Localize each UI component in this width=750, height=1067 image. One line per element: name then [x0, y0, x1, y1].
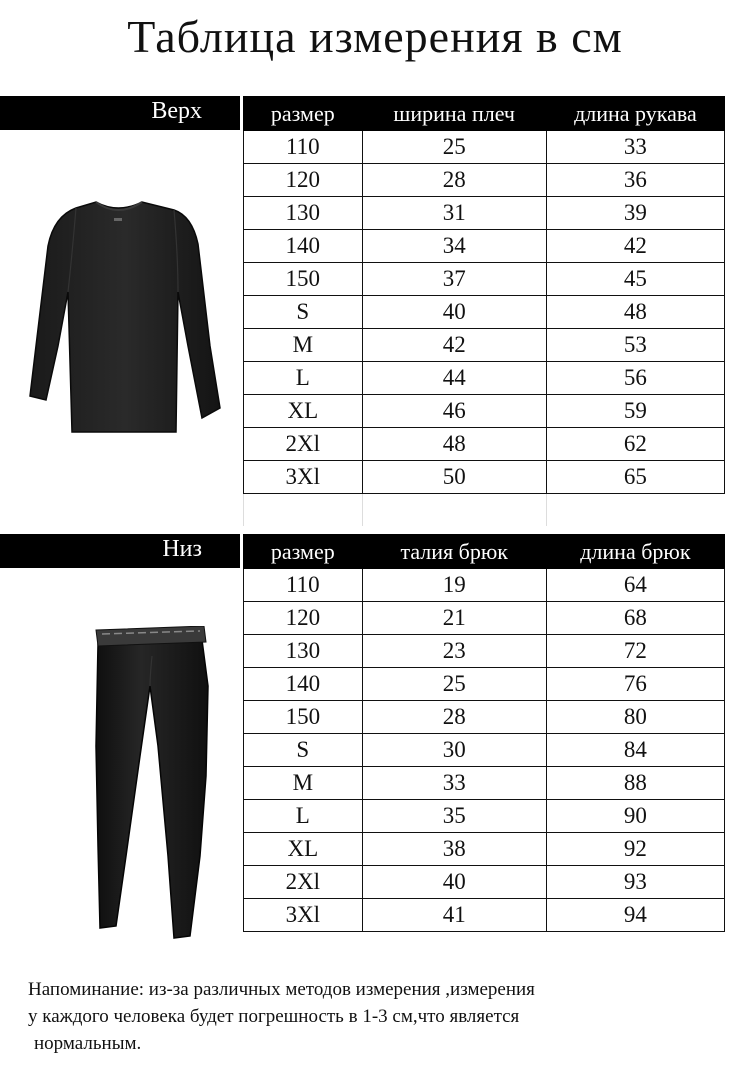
length-cell: 88 [546, 767, 724, 800]
measure-cell: 31 [362, 197, 546, 230]
size-cell: 2Xl [244, 428, 363, 461]
size-cell: L [244, 362, 363, 395]
length-cell: 68 [546, 602, 724, 635]
size-cell: 3Xl [244, 461, 363, 494]
table-row [244, 362, 725, 395]
measure-cell: 33 [362, 767, 546, 800]
note-line-3: нормальным. [34, 1033, 142, 1054]
table-row [244, 866, 725, 899]
measure-cell: 23 [362, 635, 546, 668]
note-line-2: у каждого человека будет погрешность в 1-3 см,что является [28, 1006, 520, 1027]
size-cell: 130 [244, 635, 363, 668]
measure-cell: 41 [362, 899, 546, 932]
length-cell: 84 [546, 734, 724, 767]
length-cell: 80 [546, 701, 724, 734]
column-header-size: размер [244, 535, 363, 569]
size-cell: 150 [244, 263, 363, 296]
size-cell: 140 [244, 668, 363, 701]
measure-cell: 19 [362, 569, 546, 602]
size-cell: XL [244, 833, 363, 866]
table-row [244, 569, 725, 602]
length-cell: 72 [546, 635, 724, 668]
size-cell: S [244, 296, 363, 329]
table-row [244, 263, 725, 296]
table-row [244, 131, 725, 164]
table-row [244, 701, 725, 734]
length-cell: 90 [546, 800, 724, 833]
size-cell: 2Xl [244, 866, 363, 899]
table-row [244, 395, 725, 428]
column-header-shoulder-width: ширина плеч [362, 97, 546, 131]
size-cell: 120 [244, 164, 363, 197]
length-cell: 93 [546, 866, 724, 899]
length-cell: 64 [546, 569, 724, 602]
length-cell: 42 [546, 230, 724, 263]
length-cell: 62 [546, 428, 724, 461]
column-header-size: размер [244, 97, 363, 131]
length-cell: 33 [546, 131, 724, 164]
length-cell: 39 [546, 197, 724, 230]
measure-cell: 25 [362, 131, 546, 164]
spacer-cell [362, 494, 546, 527]
measure-cell: 48 [362, 428, 546, 461]
measure-cell: 50 [362, 461, 546, 494]
bottom-size-table [243, 534, 725, 932]
length-cell: 92 [546, 833, 724, 866]
measure-cell: 34 [362, 230, 546, 263]
table-row [244, 899, 725, 932]
size-cell: 110 [244, 131, 363, 164]
measure-cell: 30 [362, 734, 546, 767]
column-header-sleeve-length: длина рукава [546, 97, 724, 131]
measurement-note [28, 976, 728, 1057]
spacer-cell [546, 494, 724, 527]
measure-cell: 46 [362, 395, 546, 428]
measure-cell: 35 [362, 800, 546, 833]
length-cell: 53 [546, 329, 724, 362]
length-cell: 65 [546, 461, 724, 494]
length-cell: 94 [546, 899, 724, 932]
page-title: Таблица измерения в см [127, 11, 623, 62]
size-cell: 140 [244, 230, 363, 263]
table-row [244, 668, 725, 701]
size-cell: 120 [244, 602, 363, 635]
table-row [244, 767, 725, 800]
measure-cell: 40 [362, 296, 546, 329]
note-line-1: Напоминание: из-за различных методов измерения ,измерения [28, 979, 535, 1000]
table-row [244, 800, 725, 833]
section-label-top: Верх [0, 96, 240, 130]
column-header-pants-length: длина брюк [546, 535, 724, 569]
table-row [244, 461, 725, 494]
table-row [244, 602, 725, 635]
measure-cell: 21 [362, 602, 546, 635]
length-cell: 59 [546, 395, 724, 428]
size-cell: 3Xl [244, 899, 363, 932]
compression-leggings-icon [82, 626, 222, 946]
table-row [244, 296, 725, 329]
table-row [244, 329, 725, 362]
length-cell: 76 [546, 668, 724, 701]
size-cell: 130 [244, 197, 363, 230]
column-header-waist: талия брюк [362, 535, 546, 569]
table-spacer-row [244, 494, 725, 527]
size-cell: M [244, 329, 363, 362]
measure-cell: 38 [362, 833, 546, 866]
measure-cell: 28 [362, 701, 546, 734]
size-cell: L [244, 800, 363, 833]
measure-cell: 25 [362, 668, 546, 701]
measure-cell: 28 [362, 164, 546, 197]
table-row [244, 635, 725, 668]
size-cell: M [244, 767, 363, 800]
size-cell: S [244, 734, 363, 767]
table-row [244, 734, 725, 767]
table-row [244, 197, 725, 230]
length-cell: 48 [546, 296, 724, 329]
length-cell: 36 [546, 164, 724, 197]
length-cell: 56 [546, 362, 724, 395]
measure-cell: 44 [362, 362, 546, 395]
table-header-row [244, 97, 725, 131]
size-cell: 110 [244, 569, 363, 602]
table-row [244, 833, 725, 866]
table-row [244, 428, 725, 461]
measure-cell: 42 [362, 329, 546, 362]
section-label-bottom: Низ [0, 534, 240, 568]
top-size-table [243, 96, 725, 526]
table-header-row [244, 535, 725, 569]
length-cell: 45 [546, 263, 724, 296]
measure-cell: 40 [362, 866, 546, 899]
size-cell: XL [244, 395, 363, 428]
size-cell: 150 [244, 701, 363, 734]
measure-cell: 37 [362, 263, 546, 296]
table-row [244, 164, 725, 197]
long-sleeve-shirt-icon [6, 196, 238, 436]
spacer-cell [244, 494, 363, 527]
table-row [244, 230, 725, 263]
